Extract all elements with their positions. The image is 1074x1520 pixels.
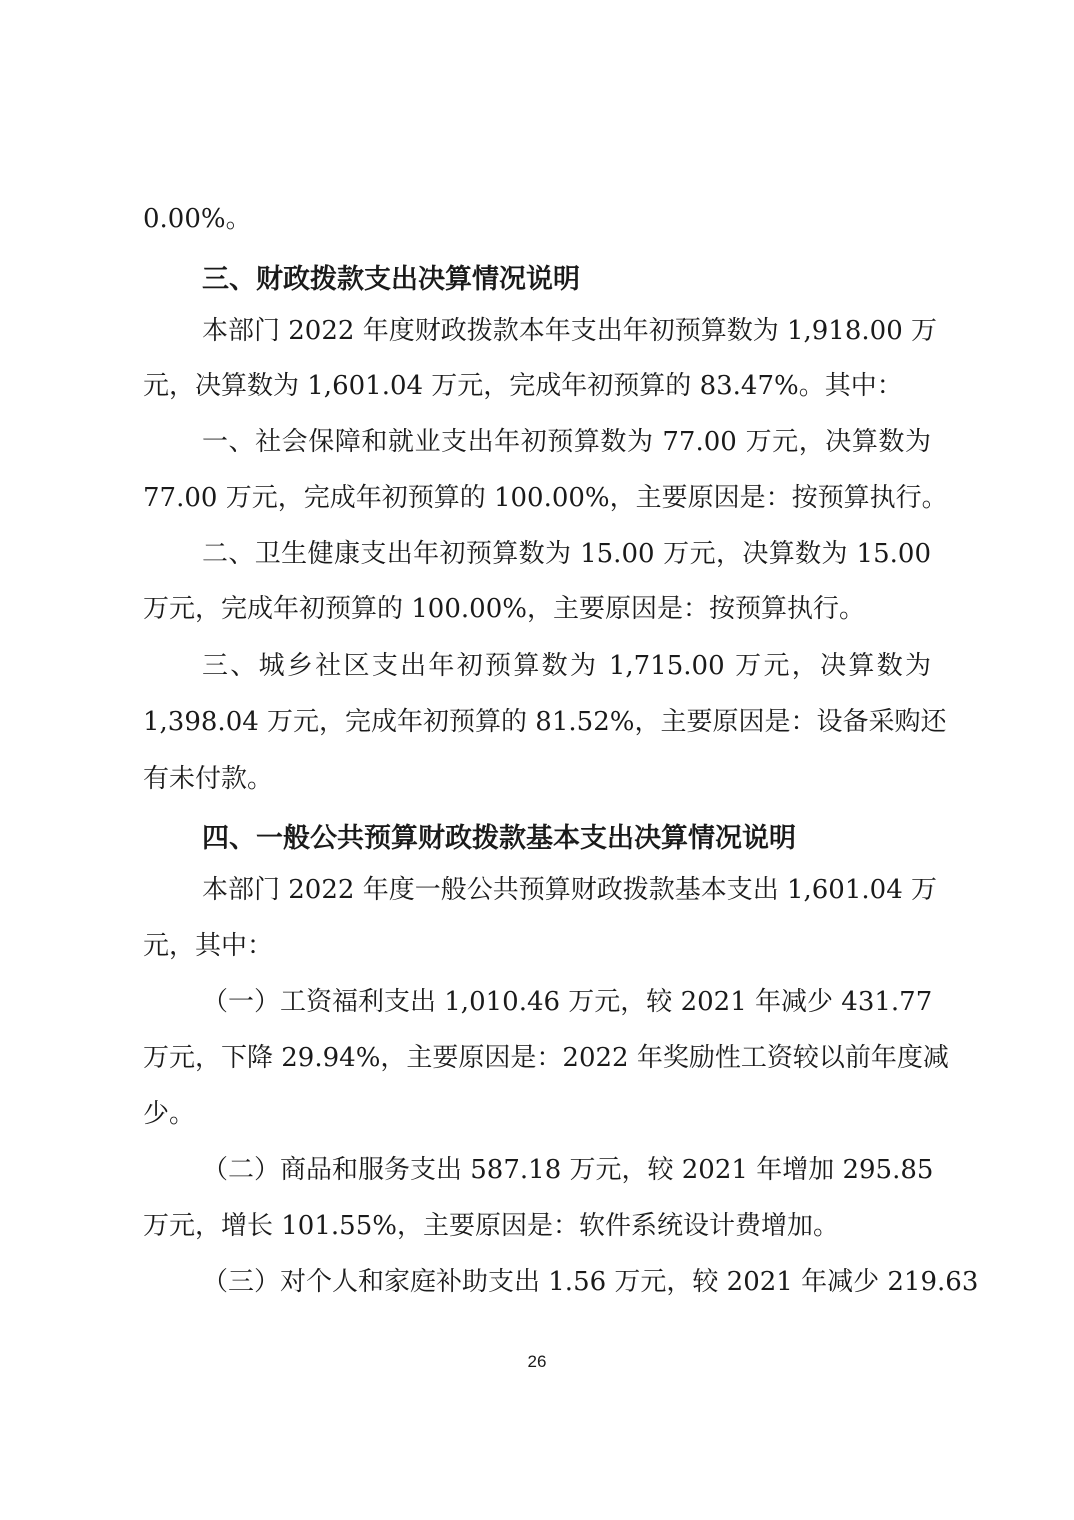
body-text-line: 万元，完成年初预算的 100.00%，主要原因是：按预算执行。	[143, 594, 865, 624]
body-text-line: 元，决算数为 1,601.04 万元，完成年初预算的 83.47%。其中：	[143, 371, 903, 401]
body-text-line: （一）工资福利支出 1,010.46 万元，较 2021 年减少 431.77	[202, 987, 933, 1017]
body-text-line: 万元，增长 101.55%，主要原因是：软件系统设计费增加。	[143, 1211, 839, 1241]
body-text-line: 本部门 2022 年度财政拨款本年支出年初预算数为 1,918.00 万	[202, 316, 938, 346]
body-text-line: 三、城乡社区支出年初预算数为 1,715.00 万元，决算数为	[202, 651, 931, 681]
body-text-line: （三）对个人和家庭补助支出 1.56 万元，较 2021 年减少 219.63	[202, 1267, 979, 1297]
body-text-line: 一、社会保障和就业支出年初预算数为 77.00 万元，决算数为	[202, 427, 931, 457]
body-text-line: 万元，下降 29.94%，主要原因是：2022 年奖励性工资较以前年度减	[143, 1043, 949, 1073]
section-heading: 三、财政拨款支出决算情况说明	[202, 264, 580, 295]
page-number: 26	[527, 1352, 547, 1371]
body-text-line: 元，其中：	[143, 931, 274, 961]
body-text-line: 1,398.04 万元，完成年初预算的 81.52%，主要原因是：设备采购还	[143, 707, 947, 737]
body-text-line: 二、卫生健康支出年初预算数为 15.00 万元，决算数为 15.00	[202, 539, 931, 569]
section-heading: 四、一般公共预算财政拨款基本支出决算情况说明	[202, 823, 796, 854]
body-text-line: 77.00 万元，完成年初预算的 100.00%，主要原因是：按预算执行。	[143, 483, 948, 513]
body-text-line: 0.00%。	[143, 204, 252, 234]
body-text-line: 有未付款。	[143, 764, 274, 794]
body-text-line: （二）商品和服务支出 587.18 万元，较 2021 年增加 295.85	[202, 1155, 934, 1185]
body-text-line: 少。	[143, 1099, 196, 1129]
body-text-line: 本部门 2022 年度一般公共预算财政拨款基本支出 1,601.04 万	[202, 875, 938, 905]
